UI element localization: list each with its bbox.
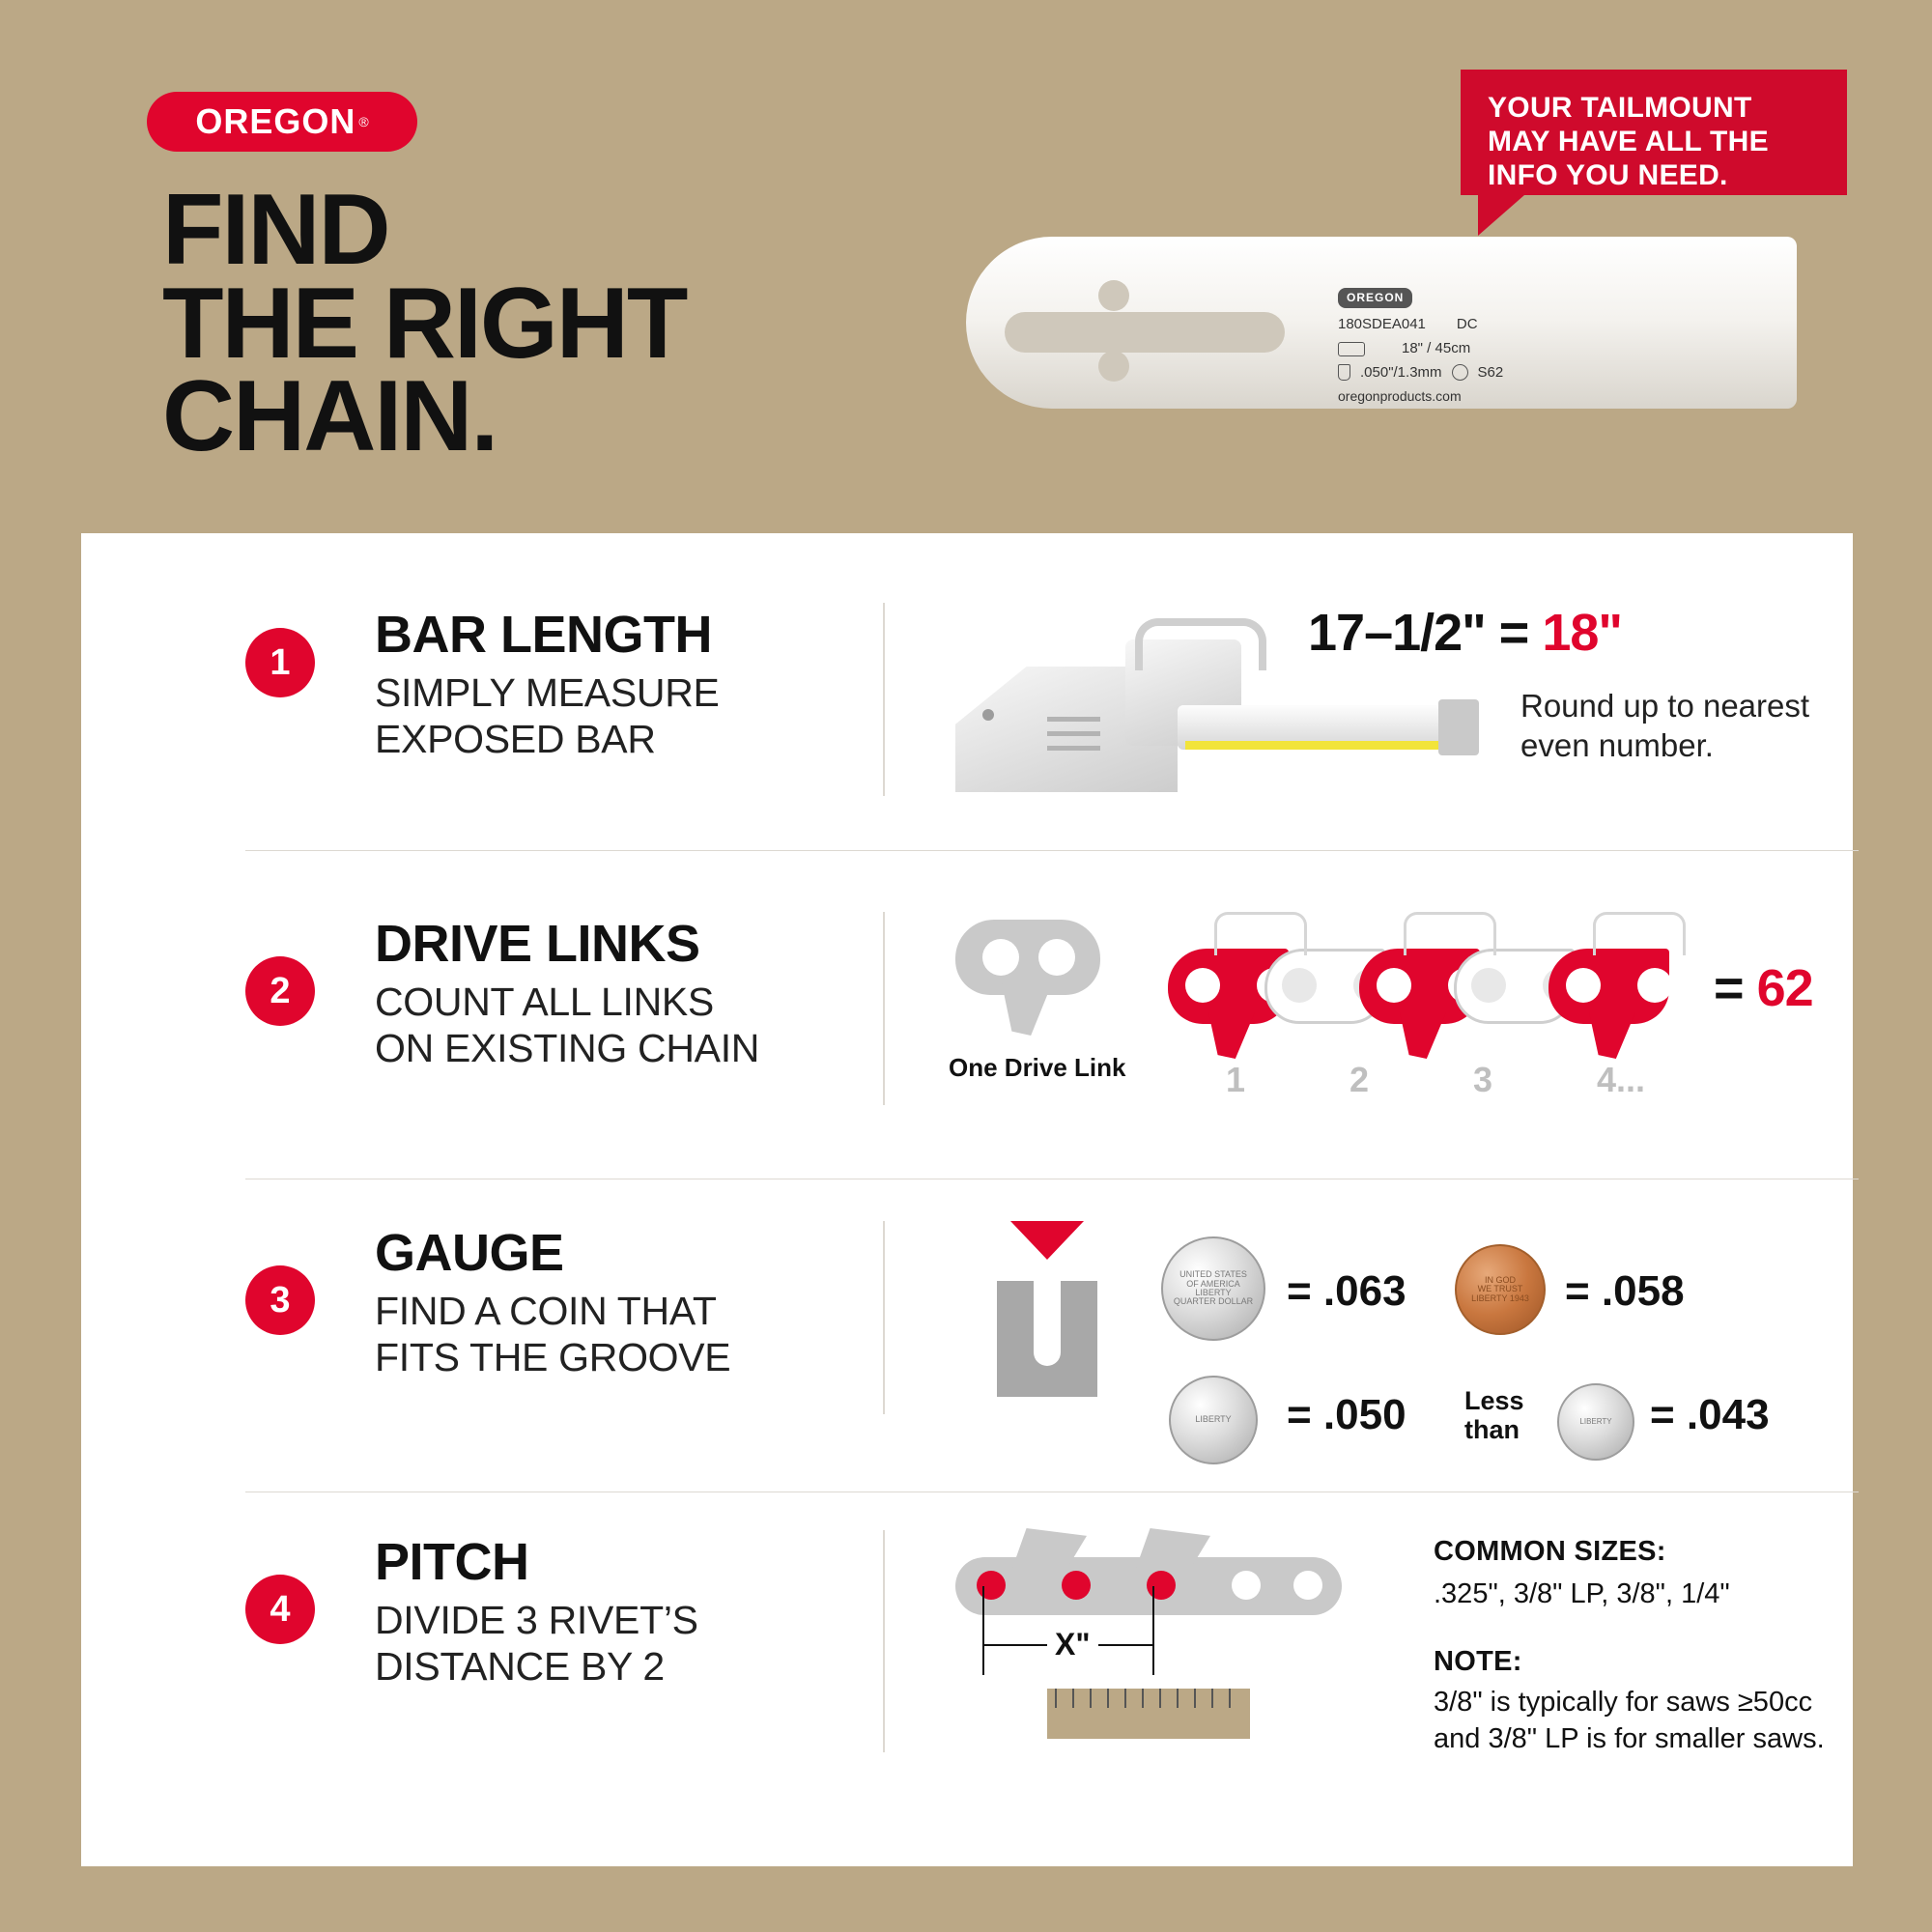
- step1-sub-line1: SIMPLY MEASURE: [375, 670, 720, 715]
- step-number-3: 3: [245, 1265, 315, 1335]
- headline-line-1: FIND: [162, 174, 389, 286]
- note-line-1: Round up to nearest: [1520, 688, 1810, 724]
- step2-sub-line1: COUNT ALL LINKS: [375, 980, 714, 1024]
- note-line-2: even number.: [1520, 727, 1714, 764]
- pitch-note-line1: 3/8" is typically for saws ≥50cc: [1434, 1687, 1813, 1718]
- callout-text: YOUR TAILMOUNT MAY HAVE ALL THE INFO YOU NEED.: [1488, 92, 1769, 192]
- nickel-coin-icon: LIBERTY: [1169, 1376, 1258, 1464]
- measure-line-left: [982, 1586, 984, 1675]
- step-title-bar-length: BAR LENGTH: [375, 606, 712, 664]
- chain-illustration: [1168, 912, 1709, 1066]
- page-title: [162, 174, 877, 473]
- pitch-note-text: [1434, 1685, 1849, 1757]
- divider-1: [245, 850, 1859, 851]
- step-subtitle-drive-links: [375, 980, 759, 1072]
- step-title-drive-links: DRIVE LINKS: [375, 915, 700, 973]
- common-sizes-value: .325", 3/8" LP, 3/8", 1/4": [1434, 1578, 1730, 1609]
- measure-line-right: [1152, 1586, 1154, 1675]
- pitch-note-heading: NOTE:: [1434, 1646, 1522, 1677]
- penny-coin-icon: IN GOD WE TRUST LIBERTY 1943: [1455, 1244, 1546, 1335]
- bar-length-note: [1520, 686, 1839, 766]
- one-drive-link-label: One Drive Link: [949, 1053, 1126, 1082]
- tape-hook: [1438, 699, 1479, 755]
- drive-link-count-3: 3: [1473, 1060, 1493, 1099]
- rivet-3: [1147, 1571, 1176, 1600]
- bar-mount-hole: [1098, 351, 1129, 382]
- saw-handle: [1135, 618, 1266, 670]
- bar-icon: [1338, 342, 1365, 356]
- total-equals-sign: =: [1714, 959, 1744, 1017]
- bar-mount-hole: [1098, 280, 1129, 311]
- step-subtitle-bar-length: [375, 670, 720, 763]
- steps-card: [81, 533, 1853, 1866]
- ruler-icon: [1047, 1689, 1250, 1739]
- guide-bar-illustration: [966, 237, 1797, 459]
- tailmount-website: oregonproducts.com: [1338, 387, 1462, 404]
- measured-length: 17–1/2" =: [1308, 604, 1529, 662]
- drive-link-icon: [1452, 364, 1468, 381]
- drive-link-count-1: 1: [1226, 1060, 1246, 1099]
- tailmount-stamp: [1338, 287, 1657, 406]
- tailmount-gauge: .050"/1.3mm: [1360, 363, 1442, 381]
- total-drive-links: 62: [1756, 959, 1813, 1017]
- pitch-x-label: X": [1047, 1627, 1098, 1662]
- oregon-logo: [147, 92, 417, 152]
- rivet-2: [1062, 1571, 1091, 1600]
- groove-icon: [980, 1221, 1115, 1414]
- step3-sub-line1: FIND A COIN THAT: [375, 1289, 717, 1333]
- step4-sub-line2: DISTANCE BY 2: [375, 1643, 665, 1689]
- dime-coin-icon: LIBERTY: [1557, 1383, 1634, 1461]
- dime-prefix-line2: than: [1464, 1414, 1520, 1444]
- dime-gauge-value: = .043: [1650, 1391, 1770, 1438]
- tailmount-part-number: 180SDEA041: [1338, 316, 1426, 333]
- step-number-1: 1: [245, 628, 315, 697]
- drive-link-count-2: 2: [1350, 1060, 1370, 1099]
- rounded-length: 18": [1542, 604, 1622, 662]
- divider-vertical: [883, 1221, 885, 1414]
- callout-banner: [1461, 70, 1847, 195]
- one-drive-link-icon: [955, 920, 1100, 1036]
- tailmount-code: DC: [1456, 316, 1478, 333]
- step-title-pitch: PITCH: [375, 1533, 529, 1591]
- measuring-tape: [1185, 741, 1448, 750]
- gauge-icon: [1338, 364, 1350, 381]
- pitch-note-line2: and 3/8" LP is for smaller saws.: [1434, 1722, 1825, 1754]
- registered-mark: ®: [358, 114, 369, 129]
- headline-line-3: CHAIN.: [162, 360, 497, 473]
- pitch-chain-illustration: [955, 1528, 1361, 1644]
- step-subtitle-pitch: [375, 1598, 698, 1690]
- step-number-2: 2: [245, 956, 315, 1026]
- common-sizes-heading: COMMON SIZES:: [1434, 1536, 1666, 1567]
- step3-sub-line2: FITS THE GROOVE: [375, 1334, 731, 1379]
- dime-prefix-line1: Less: [1464, 1386, 1524, 1415]
- drive-link-total: [1714, 958, 1813, 1018]
- step1-sub-line2: EXPOSED BAR: [375, 716, 656, 761]
- divider-vertical: [883, 603, 885, 796]
- step-title-gauge: GAUGE: [375, 1224, 564, 1282]
- quarter-gauge-value: = .063: [1287, 1267, 1406, 1315]
- nickel-gauge-value: = .050: [1287, 1391, 1406, 1438]
- step4-sub-line1: DIVIDE 3 RIVET’S: [375, 1598, 698, 1642]
- penny-gauge-value: = .058: [1565, 1267, 1685, 1315]
- tailmount-length: 18" / 45cm: [1402, 340, 1471, 357]
- bar-length-equation: [1308, 603, 1622, 663]
- drive-link-count-4: 4...: [1597, 1060, 1646, 1099]
- rivet-1: [977, 1571, 1006, 1600]
- saw-bolt: [982, 709, 994, 721]
- tailmount-brand: OREGON: [1338, 288, 1412, 308]
- step2-sub-line2: ON EXISTING CHAIN: [375, 1025, 760, 1070]
- step-subtitle-gauge: [375, 1289, 730, 1381]
- tailmount-drive-links: S62: [1477, 363, 1504, 381]
- dime-prefix-label: [1464, 1387, 1524, 1444]
- logo-text: OREGON: [195, 101, 356, 141]
- quarter-coin-icon: UNITED STATES OF AMERICA LIBERTY QUARTER DOLLAR: [1161, 1236, 1265, 1341]
- divider-vertical: [883, 912, 885, 1105]
- bar-slot: [1005, 312, 1285, 353]
- headline-line-2: THE RIGHT: [162, 267, 687, 380]
- divider-vertical: [883, 1530, 885, 1752]
- callout-tail: [1478, 195, 1524, 236]
- step-number-4: 4: [245, 1575, 315, 1644]
- header: [0, 0, 1932, 526]
